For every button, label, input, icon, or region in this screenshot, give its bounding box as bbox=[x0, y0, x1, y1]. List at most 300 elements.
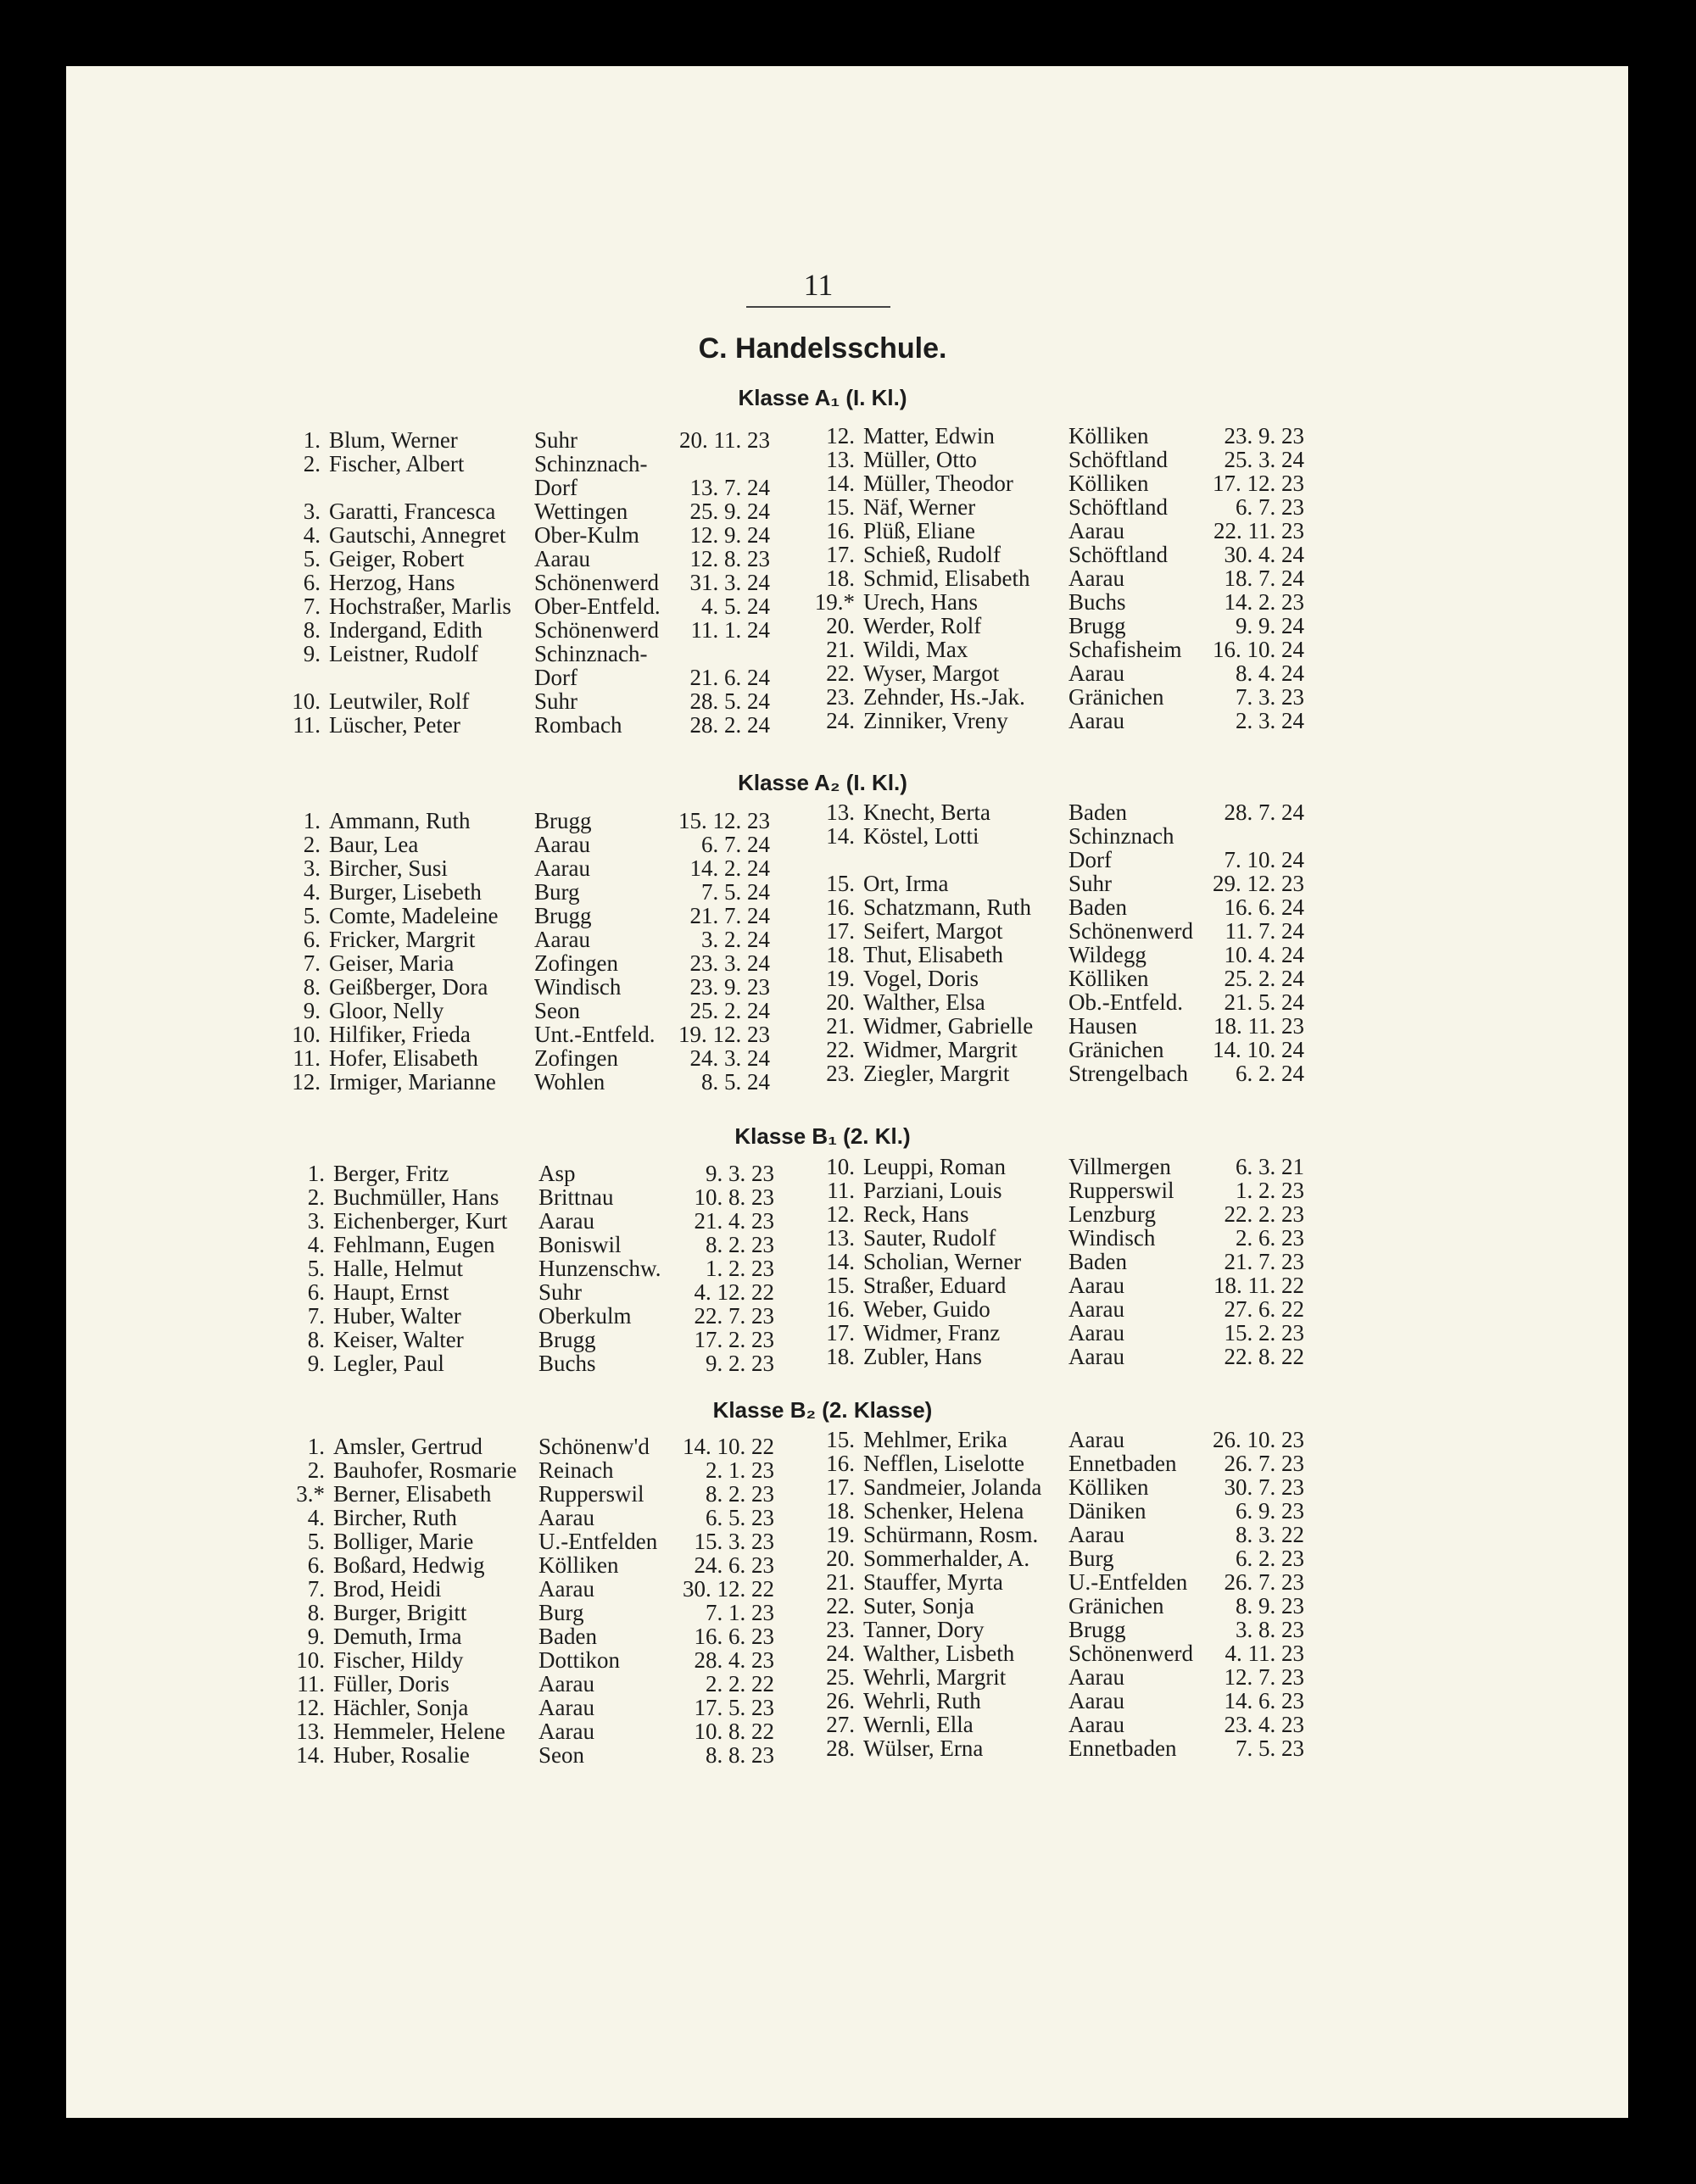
student-birthdate: 28. 5. 24 bbox=[689, 688, 770, 714]
student-birthdate: 2. 2. 22 bbox=[706, 1671, 774, 1696]
student-hometown: Schinznach bbox=[1068, 823, 1174, 849]
student-number: 9. bbox=[307, 1351, 325, 1376]
student-birthdate: 21. 6. 24 bbox=[689, 665, 770, 690]
student-hometown: Kölliken bbox=[1068, 1474, 1149, 1500]
student-birthdate: 19. 12. 23 bbox=[678, 1022, 770, 1047]
student-name: Indergand, Edith bbox=[329, 617, 483, 643]
student-number: 21. bbox=[826, 1569, 855, 1595]
student-name: Huber, Rosalie bbox=[333, 1742, 470, 1768]
student-number: 28. bbox=[826, 1736, 855, 1761]
student-hometown: Schöftland bbox=[1068, 494, 1168, 520]
student-hometown: U.-Entfelden bbox=[1068, 1569, 1188, 1595]
student-hometown: Asp bbox=[538, 1161, 576, 1186]
student-number: 6. bbox=[307, 1552, 325, 1578]
student-hometown: Kölliken bbox=[1068, 423, 1149, 448]
student-number: 15. bbox=[826, 1427, 855, 1452]
student-hometown: Schönenw'd bbox=[538, 1434, 650, 1459]
student-birthdate: 30. 7. 23 bbox=[1224, 1474, 1304, 1500]
student-name: Weber, Guido bbox=[863, 1296, 990, 1322]
student-name: Geiser, Maria bbox=[329, 950, 455, 976]
student-birthdate: 6. 3. 21 bbox=[1236, 1154, 1304, 1179]
student-name: Wehrli, Ruth bbox=[863, 1688, 981, 1713]
student-number: 18. bbox=[826, 566, 855, 591]
student-hometown: Schönenwerd bbox=[534, 570, 659, 595]
student-number: 22. bbox=[826, 660, 855, 686]
student-hometown: Buchs bbox=[538, 1351, 596, 1376]
student-number: 17. bbox=[826, 918, 855, 944]
student-birthdate: 8. 9. 23 bbox=[1236, 1593, 1304, 1618]
student-birthdate: 29. 12. 23 bbox=[1213, 871, 1304, 896]
student-name: Thut, Elisabeth bbox=[863, 942, 1003, 967]
student-name: Keiser, Walter bbox=[333, 1327, 464, 1352]
student-name: Wyser, Margot bbox=[863, 660, 1000, 686]
student-hometown: Aarau bbox=[538, 1719, 594, 1744]
student-number: 14. bbox=[296, 1742, 325, 1768]
student-name: Wildi, Max bbox=[863, 637, 968, 662]
student-birthdate: 15. 2. 23 bbox=[1224, 1320, 1304, 1346]
student-birthdate: 12. 9. 24 bbox=[689, 522, 770, 548]
student-birthdate: 26. 7. 23 bbox=[1224, 1569, 1304, 1595]
student-hometown: Schinznach- bbox=[534, 451, 648, 476]
student-hometown: Brugg bbox=[534, 903, 592, 928]
student-hometown: Schönenwerd bbox=[1068, 1641, 1193, 1666]
student-hometown: Burg bbox=[538, 1600, 584, 1625]
student-hometown: Windisch bbox=[534, 974, 622, 1000]
student-hometown: Oberkulm bbox=[538, 1303, 632, 1329]
student-birthdate: 14. 10. 24 bbox=[1213, 1037, 1304, 1062]
student-hometown: Hausen bbox=[1068, 1013, 1137, 1039]
student-name: Knecht, Berta bbox=[863, 800, 990, 825]
student-name: Sauter, Rudolf bbox=[863, 1225, 996, 1251]
student-number: 22. bbox=[826, 1593, 855, 1618]
student-number: 14. bbox=[826, 1249, 855, 1274]
student-name: Zehnder, Hs.-Jak. bbox=[863, 684, 1025, 710]
student-number: 10. bbox=[292, 688, 321, 714]
student-number: 15. bbox=[826, 871, 855, 896]
student-hometown: Strengelbach bbox=[1068, 1061, 1188, 1086]
student-hometown: Aarau bbox=[538, 1208, 594, 1234]
student-name: Wehrli, Margrit bbox=[863, 1664, 1007, 1690]
student-number: 13. bbox=[826, 800, 855, 825]
student-birthdate: 30. 4. 24 bbox=[1224, 542, 1304, 567]
student-name: Schieß, Rudolf bbox=[863, 542, 1001, 567]
student-number: 13. bbox=[296, 1719, 325, 1744]
student-number: 9. bbox=[303, 641, 321, 666]
student-birthdate: 28. 2. 24 bbox=[689, 712, 770, 738]
student-hometown: Gränichen bbox=[1068, 1037, 1164, 1062]
student-name: Urech, Hans bbox=[863, 589, 978, 615]
student-birthdate: 4. 11. 23 bbox=[1225, 1641, 1304, 1666]
student-hometown: Rombach bbox=[534, 712, 622, 738]
student-number: 5. bbox=[303, 903, 321, 928]
student-birthdate: 21. 5. 24 bbox=[1224, 989, 1304, 1015]
student-birthdate: 1. 2. 23 bbox=[1236, 1178, 1304, 1203]
student-name: Vogel, Doris bbox=[863, 966, 979, 991]
student-number: 2. bbox=[307, 1457, 325, 1483]
student-number: 8. bbox=[307, 1327, 325, 1352]
student-number: 12. bbox=[292, 1069, 321, 1095]
student-hometown: Gränichen bbox=[1068, 1593, 1164, 1618]
student-birthdate: 8. 5. 24 bbox=[701, 1069, 770, 1095]
student-hometown: Zofingen bbox=[534, 950, 618, 976]
student-birthdate: 6. 2. 23 bbox=[1236, 1546, 1304, 1571]
student-hometown: Aarau bbox=[1068, 566, 1124, 591]
student-number: 23. bbox=[826, 1061, 855, 1086]
student-name: Ammann, Ruth bbox=[329, 808, 471, 833]
student-birthdate: 10. 4. 24 bbox=[1224, 942, 1304, 967]
student-hometown: Aarau bbox=[534, 832, 590, 857]
student-hometown: Ober-Kulm bbox=[534, 522, 639, 548]
student-name: Lüscher, Peter bbox=[329, 712, 460, 738]
student-birthdate: 28. 4. 23 bbox=[694, 1647, 774, 1673]
student-number: 12. bbox=[296, 1695, 325, 1720]
student-name: Wülser, Erna bbox=[863, 1736, 984, 1761]
student-name: Gautschi, Annegret bbox=[329, 522, 506, 548]
student-number: 4. bbox=[303, 879, 321, 905]
student-number: 1. bbox=[307, 1161, 325, 1186]
student-number: 2. bbox=[303, 451, 321, 476]
student-birthdate: 30. 12. 22 bbox=[683, 1576, 774, 1602]
student-hometown: Brugg bbox=[538, 1327, 596, 1352]
student-hometown: Dorf bbox=[1068, 847, 1112, 872]
student-hometown: Rupperswil bbox=[1068, 1178, 1174, 1203]
student-hometown: Brugg bbox=[534, 808, 592, 833]
student-birthdate: 6. 7. 23 bbox=[1236, 494, 1304, 520]
student-hometown: Ober-Entfeld. bbox=[534, 593, 661, 619]
student-number: 10. bbox=[292, 1022, 321, 1047]
student-hometown: Schafisheim bbox=[1068, 637, 1182, 662]
student-hometown: Ennetbaden bbox=[1068, 1736, 1177, 1761]
student-number: 4. bbox=[307, 1505, 325, 1530]
student-birthdate: 23. 4. 23 bbox=[1224, 1712, 1304, 1737]
student-name: Irmiger, Marianne bbox=[329, 1069, 496, 1095]
student-number: 17. bbox=[826, 1474, 855, 1500]
student-hometown: Kölliken bbox=[1068, 966, 1149, 991]
class-heading: Klasse A₂ (I. Kl.) bbox=[738, 770, 907, 795]
student-hometown: Schöftland bbox=[1068, 447, 1168, 472]
class-heading: Klasse A₁ (I. Kl.) bbox=[738, 385, 907, 410]
student-name: Bircher, Susi bbox=[329, 855, 448, 881]
student-birthdate: 18. 7. 24 bbox=[1224, 566, 1304, 591]
student-hometown: Lenzburg bbox=[1068, 1201, 1156, 1227]
student-name: Berner, Elisabeth bbox=[333, 1481, 492, 1507]
student-number: 2. bbox=[303, 832, 321, 857]
student-number: 23. bbox=[826, 684, 855, 710]
student-number: 1. bbox=[303, 427, 321, 453]
student-name: Geißberger, Dora bbox=[329, 974, 488, 1000]
student-name: Leuppi, Roman bbox=[863, 1154, 1006, 1179]
student-name: Hemmeler, Helene bbox=[333, 1719, 505, 1744]
student-birthdate: 8. 2. 23 bbox=[706, 1481, 774, 1507]
student-name: Hochstraßer, Marlis bbox=[329, 593, 511, 619]
student-hometown: Buchs bbox=[1068, 589, 1126, 615]
student-hometown: Aarau bbox=[538, 1695, 594, 1720]
student-hometown: Aarau bbox=[538, 1576, 594, 1602]
student-name: Plüß, Eliane bbox=[863, 518, 975, 543]
student-birthdate: 6. 7. 24 bbox=[701, 832, 770, 857]
student-number: 20. bbox=[826, 613, 855, 638]
student-hometown: Ob.-Entfeld. bbox=[1068, 989, 1183, 1015]
student-number: 1. bbox=[307, 1434, 325, 1459]
student-hometown: Aarau bbox=[538, 1505, 594, 1530]
student-name: Garatti, Francesca bbox=[329, 499, 496, 524]
student-number: 21. bbox=[826, 637, 855, 662]
student-birthdate: 15. 3. 23 bbox=[694, 1529, 774, 1554]
student-name: Geiger, Robert bbox=[329, 546, 465, 571]
student-hometown: Brugg bbox=[1068, 1617, 1126, 1642]
student-number: 7. bbox=[307, 1303, 325, 1329]
student-number: 4. bbox=[307, 1232, 325, 1257]
student-name: Müller, Theodor bbox=[863, 471, 1013, 496]
student-birthdate: 2. 3. 24 bbox=[1236, 708, 1304, 733]
student-hometown: Aarau bbox=[1068, 1664, 1124, 1690]
student-hometown: Kölliken bbox=[538, 1552, 619, 1578]
student-number: 11. bbox=[293, 1045, 321, 1071]
student-number: 16. bbox=[826, 1296, 855, 1322]
student-number: 13. bbox=[826, 447, 855, 472]
student-birthdate: 21. 7. 23 bbox=[1224, 1249, 1304, 1274]
student-birthdate: 4. 5. 24 bbox=[701, 593, 770, 619]
student-birthdate: 14. 10. 22 bbox=[683, 1434, 774, 1459]
student-birthdate: 8. 4. 24 bbox=[1236, 660, 1304, 686]
student-hometown: Baden bbox=[1068, 1249, 1127, 1274]
student-name: Näf, Werner bbox=[863, 494, 976, 520]
student-name: Köstel, Lotti bbox=[863, 823, 979, 849]
student-hometown: Wohlen bbox=[534, 1069, 605, 1095]
student-hometown: Brugg bbox=[1068, 613, 1126, 638]
student-number: 17. bbox=[826, 542, 855, 567]
student-hometown: Aarau bbox=[1068, 1344, 1124, 1369]
student-birthdate: 12. 8. 23 bbox=[689, 546, 770, 571]
student-number: 22. bbox=[826, 1037, 855, 1062]
student-name: Seifert, Margot bbox=[863, 918, 1003, 944]
student-number: 11. bbox=[293, 712, 321, 738]
student-hometown: Aarau bbox=[538, 1671, 594, 1696]
student-birthdate: 7. 5. 23 bbox=[1236, 1736, 1304, 1761]
student-hometown: Aarau bbox=[1068, 1273, 1124, 1298]
student-birthdate: 3. 2. 24 bbox=[701, 927, 770, 952]
class-heading: Klasse B₁ (2. Kl.) bbox=[734, 1123, 911, 1149]
student-hometown: Burg bbox=[534, 879, 580, 905]
student-birthdate: 11. 1. 24 bbox=[690, 617, 770, 643]
student-number: 21. bbox=[826, 1013, 855, 1039]
student-name: Comte, Madeleine bbox=[329, 903, 499, 928]
student-birthdate: 7. 1. 23 bbox=[706, 1600, 774, 1625]
student-birthdate: 10. 8. 23 bbox=[694, 1184, 774, 1210]
student-birthdate: 14. 6. 23 bbox=[1224, 1688, 1304, 1713]
student-number: 10. bbox=[826, 1154, 855, 1179]
student-hometown: Unt.-Entfeld. bbox=[534, 1022, 656, 1047]
student-birthdate: 27. 6. 22 bbox=[1224, 1296, 1304, 1322]
student-number: 5. bbox=[303, 546, 321, 571]
student-hometown: Aarau bbox=[1068, 1688, 1124, 1713]
student-hometown: Seon bbox=[538, 1742, 584, 1768]
student-birthdate: 26. 7. 23 bbox=[1224, 1451, 1304, 1476]
student-name: Zinniker, Vreny bbox=[863, 708, 1008, 733]
student-birthdate: 22. 8. 22 bbox=[1224, 1344, 1304, 1369]
student-birthdate: 11. 7. 24 bbox=[1225, 918, 1304, 944]
student-birthdate: 10. 8. 22 bbox=[694, 1719, 774, 1744]
student-name: Werder, Rolf bbox=[863, 613, 982, 638]
student-name: Fischer, Albert bbox=[329, 451, 465, 476]
student-name: Fehlmann, Eugen bbox=[333, 1232, 495, 1257]
student-hometown: Däniken bbox=[1068, 1498, 1146, 1524]
student-name: Sandmeier, Jolanda bbox=[863, 1474, 1042, 1500]
student-name: Parziani, Louis bbox=[863, 1178, 1002, 1203]
student-birthdate: 17. 12. 23 bbox=[1213, 471, 1304, 496]
student-birthdate: 4. 12. 22 bbox=[694, 1279, 774, 1305]
student-birthdate: 2. 1. 23 bbox=[706, 1457, 774, 1483]
student-hometown: Aarau bbox=[534, 927, 590, 952]
student-number: 7. bbox=[303, 593, 321, 619]
student-name: Scholian, Werner bbox=[863, 1249, 1022, 1274]
student-number: 13. bbox=[826, 1225, 855, 1251]
student-number: 12. bbox=[826, 423, 855, 448]
student-number: 18. bbox=[826, 1498, 855, 1524]
student-number: 4. bbox=[303, 522, 321, 548]
student-number: 16. bbox=[826, 894, 855, 920]
student-birthdate: 31. 3. 24 bbox=[689, 570, 770, 595]
student-name: Leutwiler, Rolf bbox=[329, 688, 470, 714]
student-hometown: Baden bbox=[538, 1624, 597, 1649]
student-birthdate: 7. 10. 24 bbox=[1224, 847, 1304, 872]
student-name: Brod, Heidi bbox=[333, 1576, 442, 1602]
student-hometown: Windisch bbox=[1068, 1225, 1156, 1251]
student-birthdate: 23. 3. 24 bbox=[689, 950, 770, 976]
student-number: 27. bbox=[826, 1712, 855, 1737]
student-number: 18. bbox=[826, 942, 855, 967]
student-name: Hofer, Elisabeth bbox=[329, 1045, 478, 1071]
student-number: 7. bbox=[307, 1576, 325, 1602]
student-hometown: Kölliken bbox=[1068, 471, 1149, 496]
student-name: Leistner, Rudolf bbox=[329, 641, 478, 666]
student-name: Schenker, Helena bbox=[863, 1498, 1024, 1524]
student-name: Demuth, Irma bbox=[333, 1624, 462, 1649]
student-number: 19.* bbox=[814, 589, 855, 615]
student-birthdate: 15. 12. 23 bbox=[678, 808, 770, 833]
student-birthdate: 17. 2. 23 bbox=[694, 1327, 774, 1352]
student-birthdate: 22. 7. 23 bbox=[694, 1303, 774, 1329]
student-name: Schatzmann, Ruth bbox=[863, 894, 1031, 920]
student-birthdate: 13. 7. 24 bbox=[689, 475, 770, 500]
student-number: 16. bbox=[826, 518, 855, 543]
student-number: 7. bbox=[303, 950, 321, 976]
student-name: Buchmüller, Hans bbox=[333, 1184, 499, 1210]
student-birthdate: 9. 2. 23 bbox=[706, 1351, 774, 1376]
student-number: 24. bbox=[826, 708, 855, 733]
student-name: Stauffer, Myrta bbox=[863, 1569, 1003, 1595]
student-birthdate: 20. 11. 23 bbox=[679, 427, 770, 453]
student-number: 3. bbox=[307, 1208, 325, 1234]
student-number: 3. bbox=[303, 499, 321, 524]
student-number: 26. bbox=[826, 1688, 855, 1713]
student-name: Wernli, Ella bbox=[863, 1712, 974, 1737]
student-hometown: Aarau bbox=[1068, 1712, 1124, 1737]
student-name: Füller, Doris bbox=[333, 1671, 449, 1696]
student-name: Boßard, Hedwig bbox=[333, 1552, 485, 1578]
student-name: Walther, Elsa bbox=[863, 989, 985, 1015]
student-number: 3.* bbox=[296, 1481, 325, 1507]
student-birthdate: 24. 3. 24 bbox=[689, 1045, 770, 1071]
student-name: Widmer, Margrit bbox=[863, 1037, 1018, 1062]
student-number: 5. bbox=[307, 1256, 325, 1281]
student-name: Ort, Irma bbox=[863, 871, 949, 896]
student-name: Hilfiker, Frieda bbox=[329, 1022, 471, 1047]
student-name: Suter, Sonja bbox=[863, 1593, 974, 1618]
student-name: Widmer, Franz bbox=[863, 1320, 1001, 1346]
student-number: 19. bbox=[826, 966, 855, 991]
student-birthdate: 22. 2. 23 bbox=[1224, 1201, 1304, 1227]
student-hometown: Aarau bbox=[1068, 708, 1124, 733]
student-number: 8. bbox=[307, 1600, 325, 1625]
student-name: Bolliger, Marie bbox=[333, 1529, 474, 1554]
student-birthdate: 7. 3. 23 bbox=[1236, 684, 1304, 710]
student-birthdate: 24. 6. 23 bbox=[694, 1552, 774, 1578]
student-name: Legler, Paul bbox=[333, 1351, 444, 1376]
student-name: Mehlmer, Erika bbox=[863, 1427, 1007, 1452]
student-birthdate: 6. 2. 24 bbox=[1236, 1061, 1304, 1086]
student-birthdate: 16. 6. 23 bbox=[694, 1624, 774, 1649]
student-birthdate: 23. 9. 23 bbox=[689, 974, 770, 1000]
student-name: Walther, Lisbeth bbox=[863, 1641, 1015, 1666]
student-number: 20. bbox=[826, 1546, 855, 1571]
student-number: 8. bbox=[303, 974, 321, 1000]
student-birthdate: 12. 7. 23 bbox=[1224, 1664, 1304, 1690]
student-hometown: Aarau bbox=[534, 855, 590, 881]
student-birthdate: 8. 8. 23 bbox=[706, 1742, 774, 1768]
student-number: 1. bbox=[303, 808, 321, 833]
student-hometown: Burg bbox=[1068, 1546, 1114, 1571]
student-number: 20. bbox=[826, 989, 855, 1015]
student-name: Reck, Hans bbox=[863, 1201, 969, 1227]
student-hometown: Villmergen bbox=[1068, 1154, 1171, 1179]
student-birthdate: 25. 2. 24 bbox=[1224, 966, 1304, 991]
student-birthdate: 7. 5. 24 bbox=[701, 879, 770, 905]
section-title: C. Handelsschule. bbox=[698, 332, 947, 365]
student-number: 9. bbox=[307, 1624, 325, 1649]
student-name: Haupt, Ernst bbox=[333, 1279, 449, 1305]
student-hometown: Schönenwerd bbox=[1068, 918, 1193, 944]
student-number: 10. bbox=[296, 1647, 325, 1673]
student-number: 16. bbox=[826, 1451, 855, 1476]
student-birthdate: 28. 7. 24 bbox=[1224, 800, 1304, 825]
student-hometown: Schönenwerd bbox=[534, 617, 659, 643]
student-name: Schmid, Elisabeth bbox=[863, 566, 1030, 591]
student-number: 18. bbox=[826, 1344, 855, 1369]
student-name: Eichenberger, Kurt bbox=[333, 1208, 508, 1234]
student-hometown: Aarau bbox=[1068, 1296, 1124, 1322]
student-birthdate: 22. 11. 23 bbox=[1213, 518, 1304, 543]
student-hometown: Suhr bbox=[538, 1279, 583, 1305]
student-hometown: Aarau bbox=[1068, 1320, 1124, 1346]
student-hometown: Ennetbaden bbox=[1068, 1451, 1177, 1476]
student-hometown: Wettingen bbox=[534, 499, 628, 524]
student-name: Bauhofer, Rosmarie bbox=[333, 1457, 517, 1483]
student-name: Amsler, Gertrud bbox=[333, 1434, 483, 1459]
student-birthdate: 6. 9. 23 bbox=[1236, 1498, 1304, 1524]
student-number: 14. bbox=[826, 471, 855, 496]
student-name: Müller, Otto bbox=[863, 447, 977, 472]
student-hometown: Boniswil bbox=[538, 1232, 622, 1257]
student-name: Fricker, Margrit bbox=[329, 927, 476, 952]
student-number: 6. bbox=[307, 1279, 325, 1305]
student-number: 5. bbox=[307, 1529, 325, 1554]
student-name: Gloor, Nelly bbox=[329, 998, 444, 1023]
student-name: Burger, Lisebeth bbox=[329, 879, 482, 905]
student-number: 25. bbox=[826, 1664, 855, 1690]
student-hometown: Baden bbox=[1068, 894, 1127, 920]
student-number: 2. bbox=[307, 1184, 325, 1210]
